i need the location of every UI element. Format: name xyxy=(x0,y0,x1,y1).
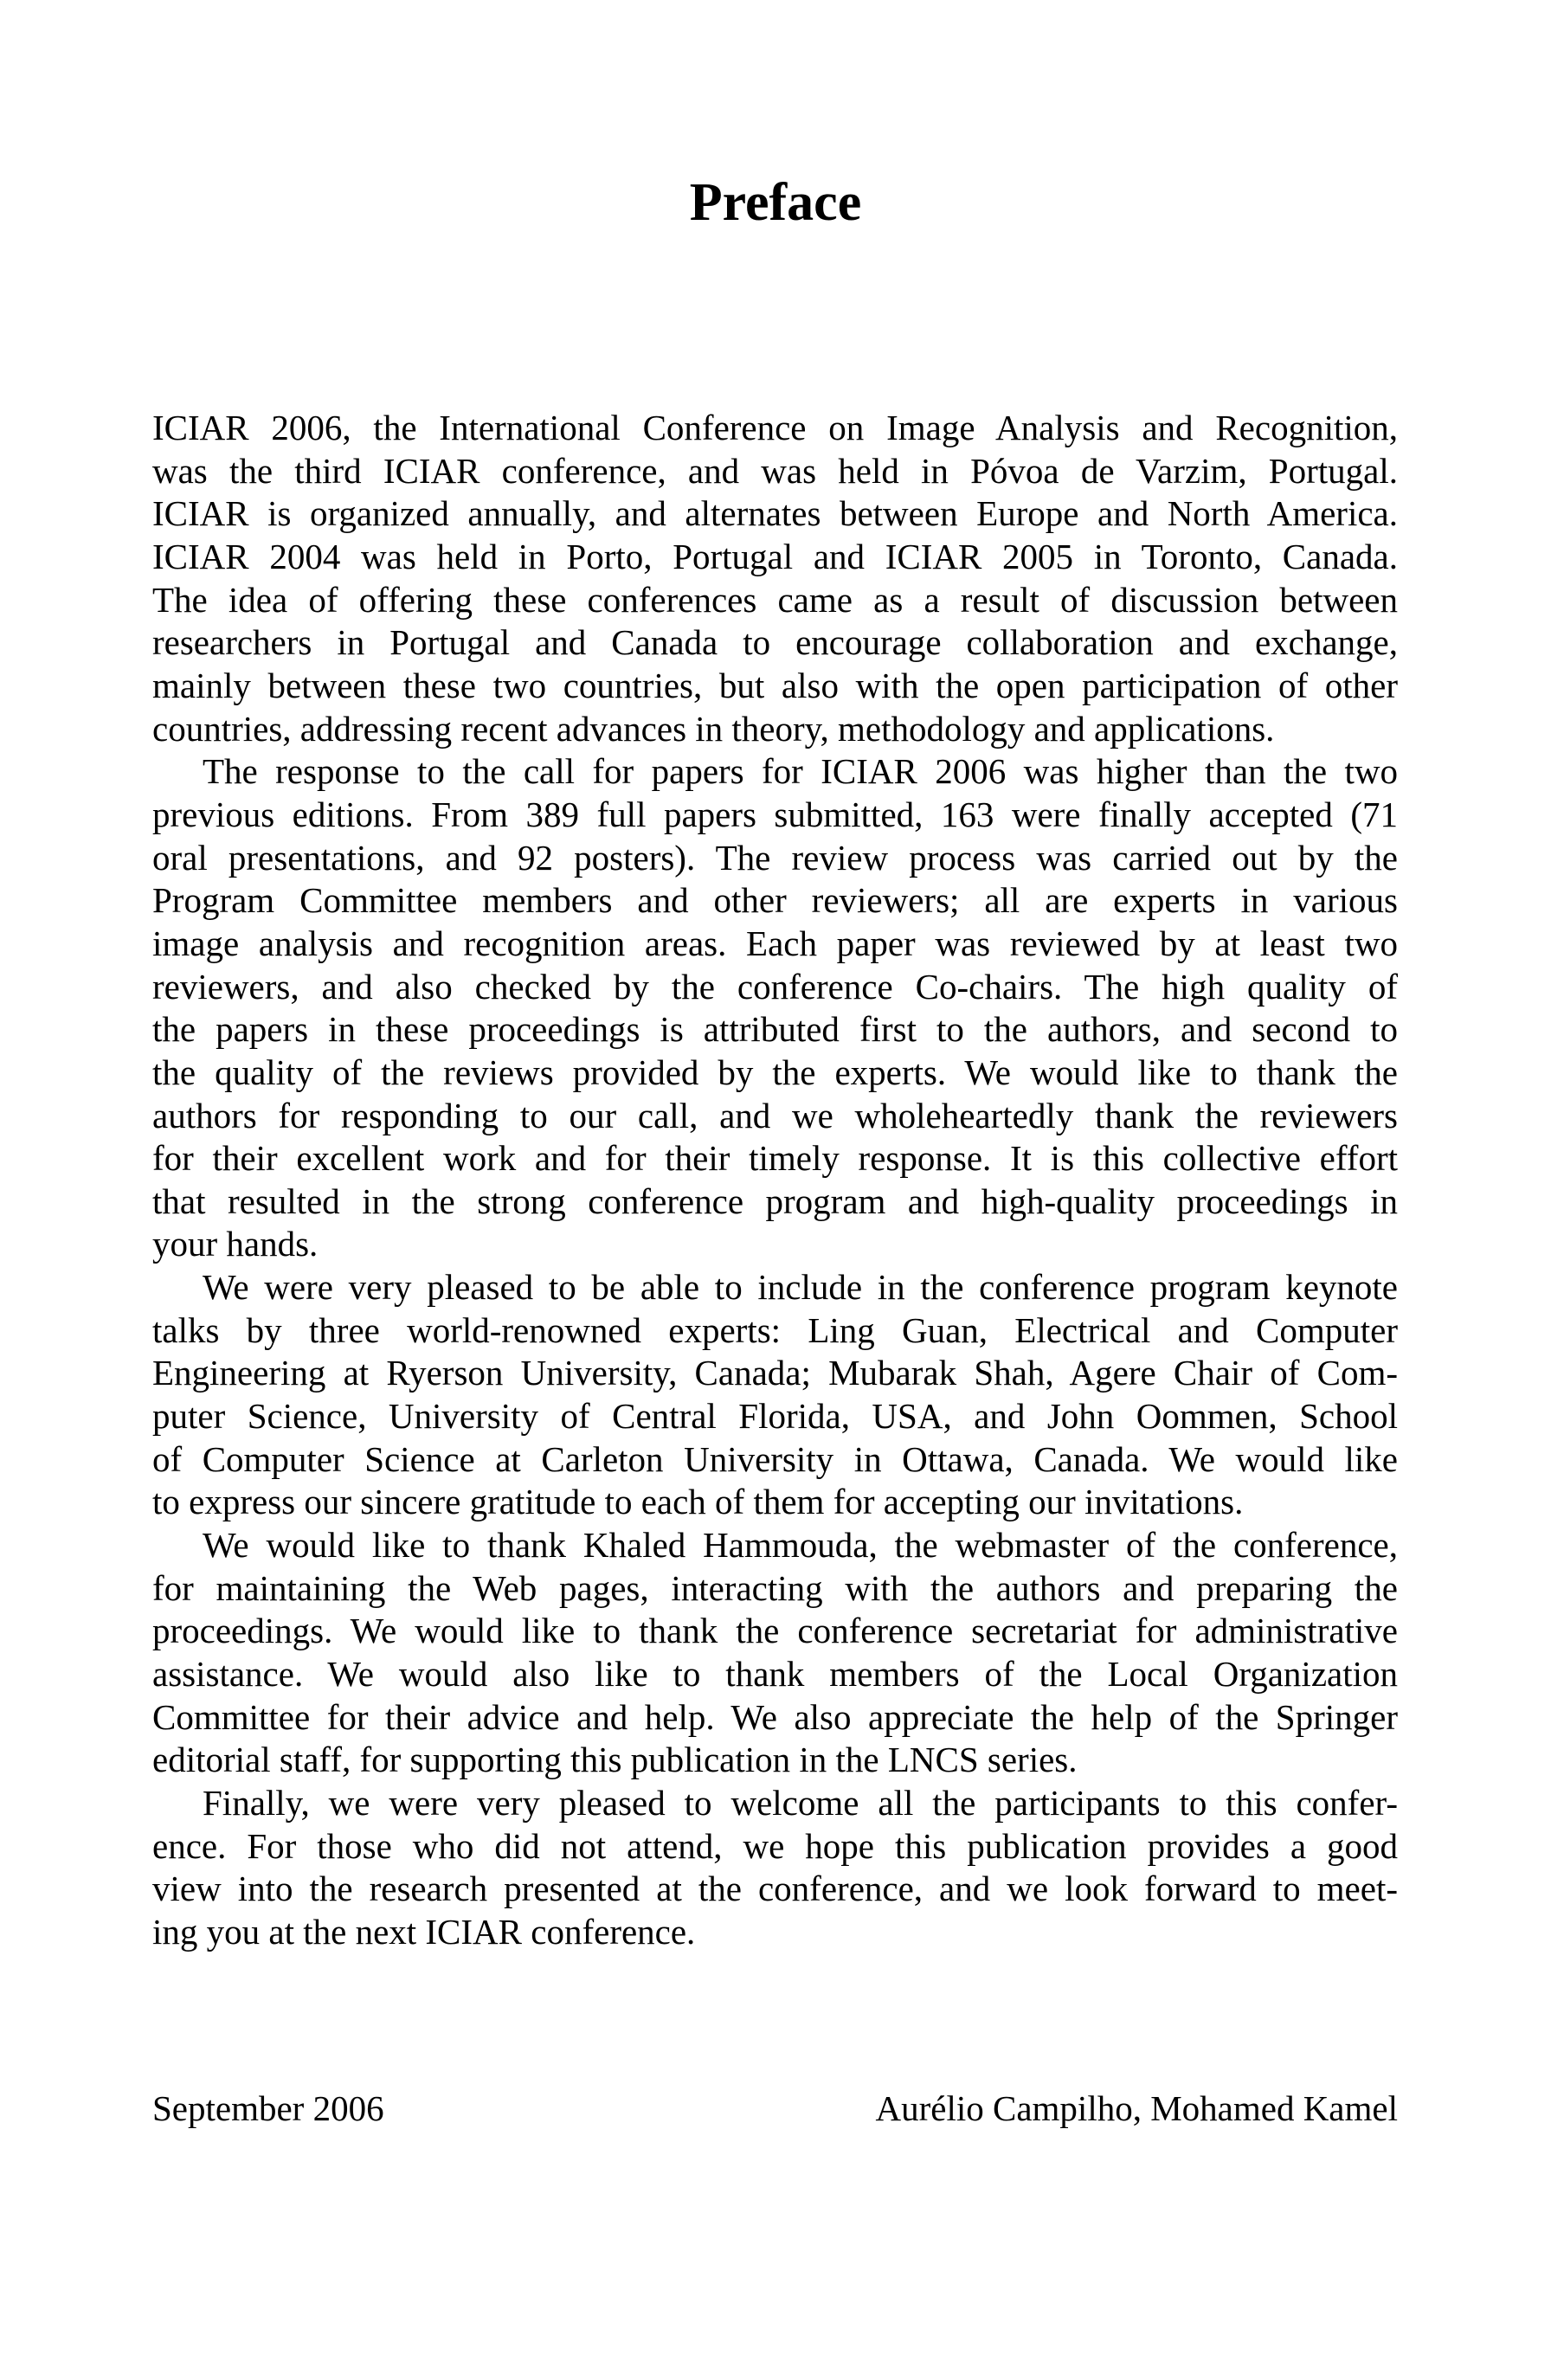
signature-date: September 2006 xyxy=(152,2088,384,2128)
text-line: authors for responding to our call, and we wholeheartedly thank the reviewers xyxy=(152,1095,1398,1135)
text-line: the papers in these proceedings is attributed first to the authors, and second to xyxy=(152,1009,1398,1050)
text-line: reviewers, and also checked by the conference Co-chairs. The high quality of xyxy=(152,966,1398,1007)
text-line: ence. For those who did not attend, we hope this publication provides a good xyxy=(152,1825,1398,1866)
text-line: Committee for their advice and help. We also appreciate the help of the Springer xyxy=(152,1696,1398,1737)
paragraph xyxy=(152,407,1398,750)
text-line: Engineering at Ryerson University, Canada; Mubarak Shah, Agere Chair of Com- xyxy=(152,1353,1398,1393)
text-line: to express our sincere gratitude to each of them for accepting our invitations. xyxy=(152,1482,1244,1522)
signature-authors: Aurélio Campilho, Mohamed Kamel xyxy=(875,2088,1398,2128)
paragraph xyxy=(152,1524,1398,1782)
text-line: mainly between these two countries, but also with the open participation of other xyxy=(152,665,1398,705)
text-line: the quality of the reviews provided by the experts. We would like to thank the xyxy=(152,1052,1398,1092)
text-line: your hands. xyxy=(152,1224,319,1264)
text-line: talks by three world-renowned experts: Ling Guan, Electrical and Computer xyxy=(152,1309,1398,1350)
text-line: We were very pleased to be able to include in the conference program keynote xyxy=(203,1267,1398,1308)
paragraph xyxy=(152,750,1398,1266)
paragraph xyxy=(152,1782,1398,1954)
text-line: proceedings. We would like to thank the conference secretariat for administrative xyxy=(152,1611,1398,1651)
paragraph xyxy=(152,1266,1398,1524)
text-line: ICIAR 2006, the International Conference on Image Analysis and Recognition, xyxy=(152,408,1398,447)
text-line: The response to the call for papers for ICIAR 2006 was higher than the two xyxy=(203,751,1398,792)
page-title: Preface xyxy=(689,173,862,232)
text-line: Program Committee members and other reviewers; all are experts in various xyxy=(152,880,1398,921)
text-line: editorial staff, for supporting this publication in the LNCS series. xyxy=(152,1740,1078,1780)
text-line: was the third ICIAR conference, and was held in Póvoa de Varzim, Portugal. xyxy=(152,450,1398,491)
text-line: of Computer Science at Carleton University in Ottawa, Canada. We would like xyxy=(152,1438,1398,1479)
text-line: oral presentations, and 92 posters). The review process was carried out by the xyxy=(152,837,1398,878)
text-line: We would like to thank Khaled Hammouda, the webmaster of the conference, xyxy=(203,1525,1398,1566)
text-line: ICIAR is organized annually, and alternates between Europe and North America. xyxy=(152,493,1398,534)
text-line: ICIAR 2004 was held in Porto, Portugal and ICIAR 2005 in Toronto, Canada. xyxy=(152,536,1398,576)
text-line: countries, addressing recent advances in theory, methodology and applications. xyxy=(152,708,1275,749)
text-line: Finally, we were very pleased to welcome all the participants to this confer- xyxy=(203,1783,1398,1823)
text-line: researchers in Portugal and Canada to encourage collaboration and exchange, xyxy=(152,622,1398,663)
text-line: for their excellent work and for their timely response. It is this collective effort xyxy=(152,1138,1398,1179)
text-line: puter Science, University of Central Florida, USA, and John Oommen, School xyxy=(152,1396,1398,1437)
text-line: ing you at the next ICIAR conference. xyxy=(152,1911,696,1952)
text-line: previous editions. From 389 full papers submitted, 163 were finally accepted (71 xyxy=(152,794,1398,834)
preface-body xyxy=(152,407,1398,1954)
text-line: that resulted in the strong conference program and high-quality proceedings in xyxy=(152,1180,1398,1221)
text-line: The idea of offering these conferences came as a result of discussion between xyxy=(152,579,1398,620)
text-line: assistance. We would also like to thank members of the Local Organization xyxy=(152,1654,1398,1695)
text-line: view into the research presented at the conference, and we look forward to meet- xyxy=(152,1869,1398,1909)
text-line: for maintaining the Web pages, interacting with the authors and preparing the xyxy=(152,1567,1398,1608)
text-line: image analysis and recognition areas. Each paper was reviewed by at least two xyxy=(152,923,1398,963)
